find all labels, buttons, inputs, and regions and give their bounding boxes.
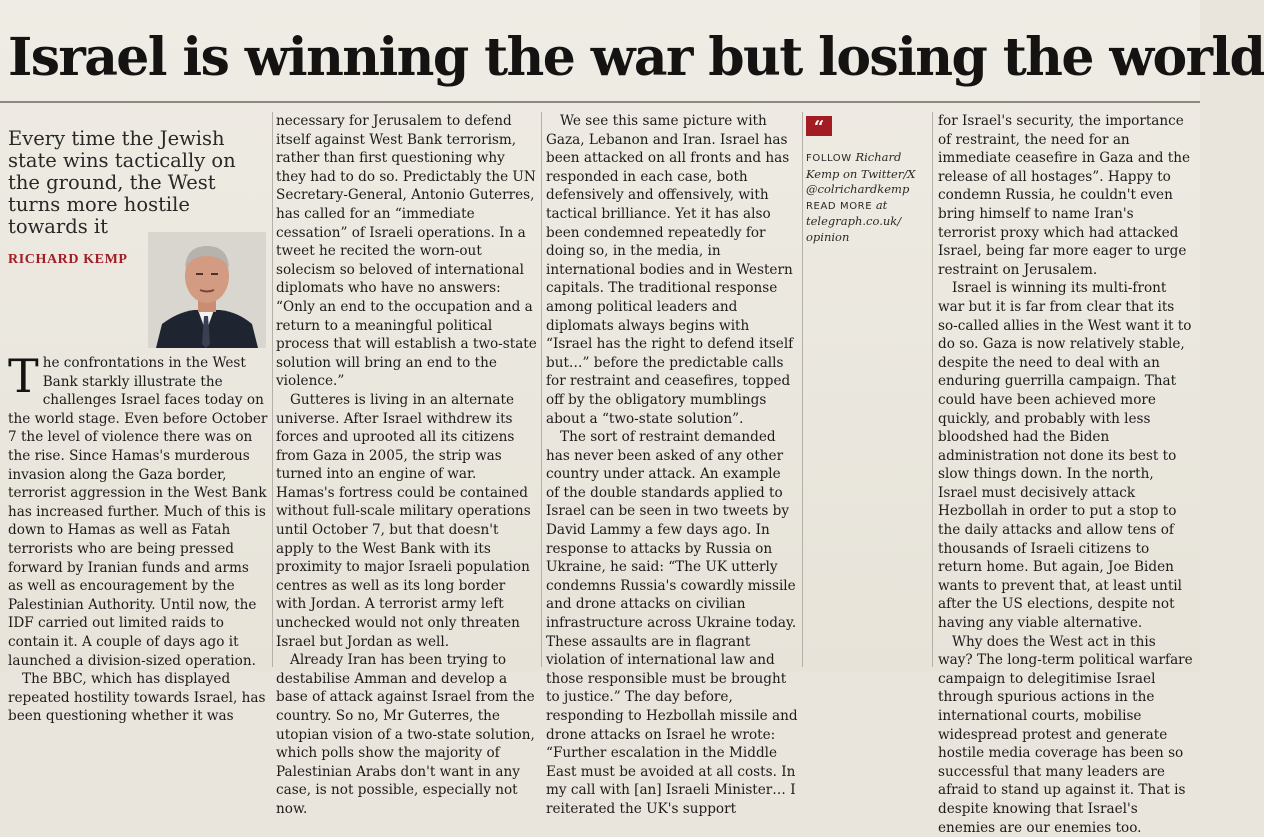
paragraph: Why does the West act in this way? The long-term political warfare campaign to delegitimise Israel through spurious actions in the international courts, mobilise widespread protest and generate hostile media coverage has been so successful that many leaders are afraid to stand up against it. That is despite knowing that Israel's enemies are our enemies too. xyxy=(938,633,1193,836)
headline: Israel is winning the war but losing the world xyxy=(8,27,1264,88)
column-divider xyxy=(541,112,542,667)
column-divider xyxy=(272,112,273,667)
column-divider xyxy=(932,112,933,667)
paragraph: The confrontations in the West Bank starkly illustrate the challenges Israel faces today on the world stage. Even before October 7 the level of violence there was on the rise. Since Hamas's murderous invasion along the Gaza border, terrorist aggression in the West Bank has increased further. Much of this is down to Hamas as well as Fatah terrorists who are being pressed forward by Iranian funds and arms as well as encouragement by the Palestinian Authority. Until now, the IDF carried out limited raids to contain it. A couple of days ago it launched a division-sized operation. xyxy=(8,349,268,669)
paragraph: Already Iran has been trying to destabilise Amman and develop a base of attack against Israel from the country. So no, Mr Guterres, the utopian vision of a two-state solution, which polls show the majority of Palestinian Arabs don't want in any case, is not possible, especially not now. xyxy=(276,652,535,817)
byline: RICHARD KEMP xyxy=(8,252,128,267)
headline-rule xyxy=(0,101,1200,103)
opinion-link[interactable]: telegraph.co.uk/ opinion xyxy=(806,214,902,244)
quote-icon: “ xyxy=(806,116,832,136)
paragraph: for Israel's security, the importance of restraint, the need for an immediate ceasefire in Gaza and the release of all hostages”. Happy to condemn Russia, he couldn't even bring himself to name Iran's terrorist proxy which had attacked Israel, being far more eager to urge restraint on Jerusalem. xyxy=(938,113,1190,278)
paragraph: We see this same picture with Gaza, Lebanon and Iran. Israel has been attacked on all fronts and has responded in each case, both defensively and offensively, with tactical brilliance. Yet it has also been condemned repeatedly for doing so, in the media, in international bodies and in Western capitals. The traditional response among political leaders and diplomats always begins with “Israel has the right to defend itself but…” before the predictable calls for restraint and ceasefires, topped off by the obligatory mumblings about a “two-state solution”. xyxy=(546,113,794,427)
follow-box: FOLLOW Richard Kemp on Twitter/X @colrichardkemp READ MORE at telegraph.co.uk/ opinion xyxy=(806,150,916,244)
column-1 xyxy=(8,349,268,725)
paragraph: necessary for Jerusalem to defend itself against West Bank terrorism, rather than first questioning why they had to do so. Predictably the UN Secretary-General, Antonio Guterres, has called for an “immediate cessation” of Israeli operations. In a tweet he recited the worn-out solecism so beloved of international diplomats who have no answers: “Only an end to the occupation and a return to a meaningful political process that will establish a two-state solution will bring an end to the violence.” xyxy=(276,113,537,390)
column-divider xyxy=(802,112,803,667)
paragraph: Gutteres is living in an alternate universe. After Israel withdrew its forces and uprooted all its citizens from Gaza in 2005, the strip was turned into an engine of war. Hamas's fortress could be contained without full-scale military operations until October 7, but that doesn't apply to the West Bank with its proximity to major Israeli population centres as well as its long border with Jordan. A terrorist army left unchecked would not only threaten Israel but Jordan as well. xyxy=(276,391,531,650)
paragraph: Israel is winning its multi-front war but it is far from clear that its so-called allies in the West want it to do so. Gaza is now relatively stable, despite the need to deal with an enduring guerrilla campaign. That could have been achieved more quickly, and probably with less bloodshed had the Biden administration not done its best to slow things down. In the north, Israel must decisively attack Hezbollah in order to put a stop to the daily attacks and allow tens of thousands of Israeli citizens to return home. But again, Joe Biden wants to prevent that, at least until after the US elections, despite not having any viable alternative. xyxy=(938,280,1192,632)
column-3 xyxy=(546,112,798,817)
drop-cap: T xyxy=(8,349,39,403)
twitter-handle[interactable]: @colrichardkemp xyxy=(806,182,910,196)
follow-name: Richard Kemp on Twitter/X xyxy=(806,150,916,181)
standfirst: Every time the Jewish state wins tactically on the ground, the West turns more hostile towards it xyxy=(8,127,236,238)
read-more-label: READ MORE xyxy=(806,200,873,212)
column-2 xyxy=(276,112,538,817)
paragraph: The BBC, which has displayed repeated hostility towards Israel, has been questioning whether it was xyxy=(8,671,266,725)
column-4 xyxy=(938,112,1194,836)
paragraph: The sort of restraint demanded has never been asked of any other country under attack. An example of the double standards applied to Israel can be seen in two tweets by David Lammy a few days ago. In response to attacks by Russia on Ukraine, he said: “The UK utterly condemns Russia's cowardly missile and drone attacks on civilian infrastructure across Ukraine today. These assaults are in flagrant violation of international law and those responsible must be brought to justice.” The day before, responding to Hezbollah missile and drone attacks on Israel he wrote: “Further escalation in the Middle East must be avoided at all costs. In my call with [an] Israeli Minister… I reiterated the UK's support xyxy=(546,429,798,817)
author-photo xyxy=(148,232,266,348)
follow-label: FOLLOW xyxy=(806,153,852,164)
